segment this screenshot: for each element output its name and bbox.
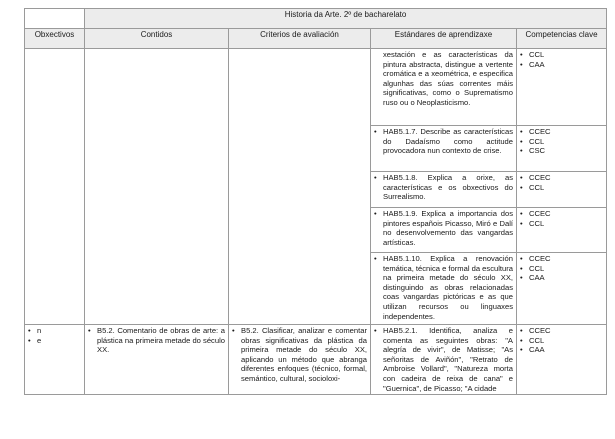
list-item <box>520 326 603 336</box>
list-item <box>520 50 603 60</box>
standard-text: xestación e as características da pintura abstracta, distingue a vertente cromática e a xeométrica, e especifica algunhas das súas correntes máis significativas, como o Suprematismo ruso ou o Neoplasticismo. <box>383 50 513 107</box>
standard-text: HAB5.1.10. Explica a renovación temática, técnica e formal da escultura na primeira metade do século XX, distinguindo as obras relacionadas coas vangardas pictóricas e as que utilizan recursos ou linguaxes independentes. <box>383 254 513 321</box>
standard-cell <box>371 253 517 325</box>
competencia-label: CCL <box>529 335 545 345</box>
list-item <box>520 183 603 193</box>
competencia-label: CAA <box>529 59 545 69</box>
bullet-icon: • <box>520 127 523 136</box>
competencias-cell <box>517 126 607 172</box>
header-competencias: Competencias clave <box>517 29 607 49</box>
bullet-icon: • <box>520 136 523 146</box>
competencia-label: CCL <box>529 50 545 59</box>
bullet-icon: • <box>374 254 377 263</box>
table-row <box>25 49 607 126</box>
list-item <box>520 137 603 147</box>
contido-text: B5.2. Comentario de obras de arte: a plástica na primeira metade do século XX. <box>97 326 225 355</box>
standard-item <box>374 326 513 393</box>
header-criterios: Criterios de avaliación <box>229 29 371 49</box>
bullet-icon: • <box>520 326 523 335</box>
bullet-icon: • <box>520 273 523 283</box>
bullet-icon: • <box>520 335 523 345</box>
bullet-icon: • <box>520 345 523 355</box>
criterios-cell <box>229 49 371 325</box>
bullet-icon: • <box>520 263 523 273</box>
table-title-row <box>25 9 607 29</box>
header-estandares: Estándares de aprendizaxe <box>371 29 517 49</box>
header-contidos: Contidos <box>85 29 229 49</box>
bullet-icon: • <box>88 326 91 335</box>
competencia-label: CCEC <box>529 173 551 182</box>
competencia-label: CCL <box>529 263 545 273</box>
list-item <box>520 209 603 219</box>
bullet-icon: • <box>520 209 523 218</box>
contidos-cell <box>85 49 229 325</box>
contido-item <box>88 326 225 355</box>
objectivo-label: e <box>37 335 42 345</box>
bullet-icon: • <box>374 127 377 136</box>
criterio-text: B5.2. Clasificar, analizar e comentar obras significativas da plástica da primeira metade do século XX, aplicando un método que abranga diferentes enfoques (técnico, formal, semántico, cultural, socioloxi- <box>241 326 367 383</box>
list-item <box>520 336 603 346</box>
list-item <box>520 60 603 70</box>
standard-text: HAB5.1.7. Describe as características do Dadaísmo como actitude provocadora nun contexto de crise. <box>383 127 513 156</box>
curriculum-table <box>24 8 607 395</box>
standard-text: HAB5.2.1. Identifica, analiza e comenta as seguintes obras: "A alegría de vivir", de Matisse; "As señoritas de Aviñón", "Retrato de Ambroise Vollard", "Natureza morta con cadeira de reixa de cana" e "Guernica", de Picasso; "A cidade <box>383 326 513 393</box>
objectivos-cell <box>25 49 85 325</box>
standard-cell <box>371 325 517 395</box>
list-item <box>520 264 603 274</box>
list-item <box>520 345 603 355</box>
competencias-cell <box>517 208 607 253</box>
competencia-label: CCL <box>529 218 545 228</box>
bullet-icon: • <box>374 209 377 218</box>
list-item <box>520 219 603 229</box>
objectivo-label: n <box>37 326 42 335</box>
list-item <box>28 336 81 346</box>
bullet-icon: • <box>28 326 31 335</box>
standard-cell <box>371 126 517 172</box>
bullet-icon: • <box>520 59 523 69</box>
list-item <box>28 326 81 336</box>
competencia-label: CSC <box>529 146 546 156</box>
competencia-label: CCL <box>529 136 545 146</box>
standard-text: HAB5.1.9. Explica a importancia dos pintores españois Picasso, Miró e Dalí no desenvolvemento das vangardas artísticas. <box>383 209 513 247</box>
objectivos-cell <box>25 325 85 395</box>
criterio-item <box>232 326 367 384</box>
list-item <box>520 127 603 137</box>
table-header-row <box>25 29 607 49</box>
bullet-icon: • <box>232 326 235 335</box>
standard-cell <box>371 208 517 253</box>
competencia-label: CCEC <box>529 326 551 335</box>
competencia-label: CAA <box>529 345 545 355</box>
standard-item <box>374 127 513 156</box>
standard-item <box>374 254 513 321</box>
competencias-cell <box>517 325 607 395</box>
bullet-icon: • <box>520 173 523 182</box>
competencia-label: CCEC <box>529 209 551 218</box>
criterios-cell <box>229 325 371 395</box>
competencias-cell <box>517 172 607 208</box>
standard-item <box>374 209 513 247</box>
bullet-icon: • <box>28 335 31 345</box>
contidos-cell <box>85 325 229 395</box>
list-item <box>520 273 603 283</box>
competencia-label: CCL <box>529 182 545 192</box>
standard-cell <box>371 172 517 208</box>
standard-item <box>374 173 513 202</box>
list-item <box>520 146 603 156</box>
bullet-icon: • <box>374 326 377 335</box>
title-row-blank-cell <box>25 9 85 29</box>
bullet-icon: • <box>520 254 523 263</box>
list-item <box>520 173 603 183</box>
standard-text: HAB5.1.8. Explica a orixe, as características e os obxectivos do Surrealismo. <box>383 173 513 202</box>
competencia-label: CCEC <box>529 254 551 263</box>
standard-cell <box>371 49 517 126</box>
header-objectivos: Obxectivos <box>25 29 85 49</box>
competencias-cell <box>517 253 607 325</box>
competencia-label: CCEC <box>529 127 551 136</box>
table-row <box>25 325 607 395</box>
bullet-icon: • <box>520 218 523 228</box>
bullet-icon: • <box>520 182 523 192</box>
bullet-icon: • <box>520 50 523 59</box>
bullet-icon: • <box>520 146 523 156</box>
bullet-icon: • <box>374 173 377 182</box>
competencia-label: CAA <box>529 273 545 283</box>
table-title: Historia da Arte. 2º de bacharelato <box>85 9 607 29</box>
list-item <box>520 254 603 264</box>
competencias-cell <box>517 49 607 126</box>
